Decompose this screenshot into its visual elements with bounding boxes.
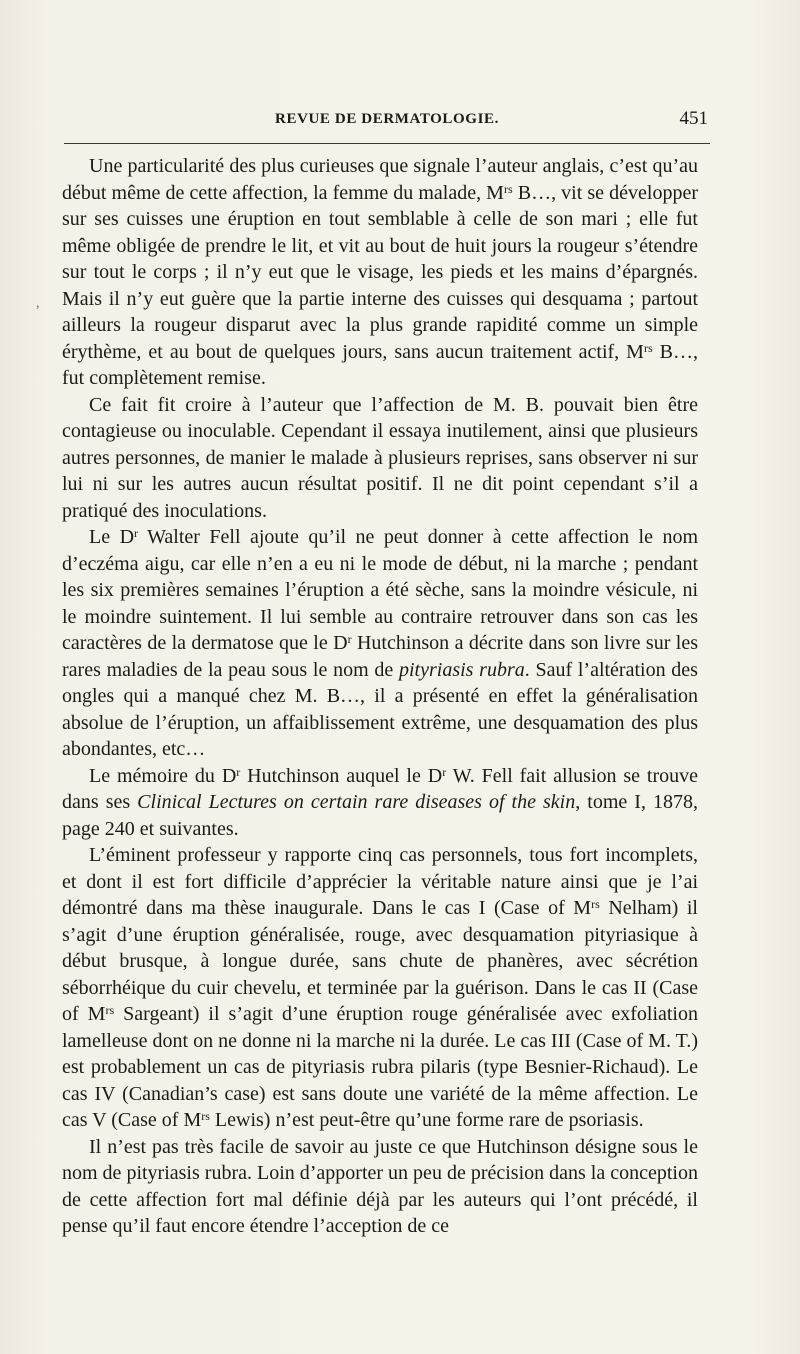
body-text	[62, 153, 698, 1240]
paragraph	[62, 842, 698, 1134]
paragraph	[62, 392, 698, 525]
text-run: Ce fait fit croire à l’auteur que l’affection de M. B. pouvait bien être contagieuse ou inoculable. Cependant il essaya inutilement, ainsi que plusieurs autres personnes, de manier le malade à plusieurs reprises, sans observer ni sur lui ni sur les autres aucun résultat positif. Il ne dit point cependant s’il a pratiqué des inoculations.	[62, 393, 698, 522]
page-number: 451	[679, 108, 708, 129]
text-run: , tome I, 1878, page 240 et suivantes.	[62, 791, 699, 840]
paragraph	[62, 524, 698, 763]
text-run: L’éminent professeur y rapporte cinq cas personnels, tous fort incomplets, et dont il est fort difficile d’apprécier la véritable nature ainsi que je l’ai démontré dans ma thèse inaugurale. Dans le cas I (Case of M	[62, 844, 698, 919]
italic-title: pityriasis rubra	[398, 658, 525, 681]
text-run: B…, fut complètement remise.	[62, 340, 698, 389]
margin-mark: ,	[36, 296, 40, 311]
text-run: W. Fell fait allusion se trouve dans ses	[62, 764, 699, 813]
text-run: Hutchinson a décrite dans son livre sur les rares maladies de la peau sous le nom de	[62, 632, 698, 681]
paragraph	[62, 153, 698, 392]
text-run: Le D	[89, 526, 135, 548]
text-run: Lewis) n’est peut-être qu’une forme rare de psoriasis.	[209, 1109, 644, 1131]
paragraph	[62, 1134, 698, 1240]
superscript: rs	[591, 897, 600, 911]
text-run: Une particularité des plus curieuses que signale l’auteur anglais, c’est qu’au début même de cette affection, la femme du malade, M	[62, 155, 698, 204]
text-run: Sargeant) il s’agit d’une éruption rouge généralisée avec exfoliation lamelleuse dont on ne donne ni la marche ni la durée. Le cas III (Case of M. T.) est probablement un cas de pityriasis rubra pilaris (type Besnier-Richaud). Le cas IV (Canadian’s case) est sans doute une variété de la même affection. Le cas V (Case of M	[62, 1003, 698, 1131]
superscript: rs	[643, 340, 653, 355]
text-run: B…, vit se développer sur ses cuisses une éruption en tout semblable à celle de son mari ; elle fut même obligée de prendre le lit, et vit au bout de huit jours la rougeur s’étendre sur tout le corps ; il n’y eut que le visage, les pieds et les mains d’épargnés. Mais il n’y eut guère que la partie interne des cuisses qui desquama ; partout ailleurs la rougeur disparut avec la plus grande rapidité comme un simple érythème, et au bout de quelques jours, sans aucun traitement actif, M	[62, 181, 698, 363]
text-run: . Sauf l’altération des ongles qui a manqué chez M. B…, il a présenté en effet la généralisation absolue de l’éruption, un affaiblissement extrême, une desquamation des plus abondantes, etc…	[62, 658, 698, 760]
superscript: rs	[105, 1003, 115, 1017]
header-rule	[64, 143, 710, 144]
running-title: REVUE DE DERMATOLOGIE.	[275, 111, 499, 127]
superscript: r	[442, 764, 447, 779]
superscript: r	[347, 632, 352, 646]
text-run: Hutchinson auquel le D	[240, 764, 443, 787]
text-run: Il n’est pas très facile de savoir au juste ce que Hutchinson désigne sous le nom de pityriasis rubra. Loin d’apporter un peu de précision dans la conception de cette affection fort mal définie déjà par les auteurs qui l’ont précédé, il pense qu’il faut encore étendre l’acception de ce	[62, 1135, 698, 1237]
text-run: Walter Fell ajoute qu’il ne peut donner à cette affection le nom d’eczéma aigu, car elle n’en a eu ni le mode de début, ni la marche ; pendant les six premières semaines l’éruption a été sèche, sans la moindre vésicule, ni le moindre suintement. Il lui semble au contraire retrouver dans son cas les caractères de la dermatose que le D	[62, 526, 698, 654]
text-run: Nelham) il s’agit d’une éruption généralisée, rouge, avec desquamation pityriasique à début brusque, à longue durée, sans chute de phanères, avec sécrétion séborrhéique du cuir chevelu, et terminée par la guérison. Dans le cas II (Case of M	[62, 897, 698, 1025]
superscript: rs	[201, 1109, 210, 1123]
text-run: Le mémoire du D	[89, 764, 237, 787]
superscript: r	[134, 526, 139, 540]
superscript: rs	[503, 181, 513, 196]
superscript: r	[236, 764, 241, 779]
paragraph	[62, 763, 698, 843]
running-head	[64, 106, 710, 132]
italic-title: Clinical Lectures on certain rare diseases of the skin	[137, 791, 576, 813]
